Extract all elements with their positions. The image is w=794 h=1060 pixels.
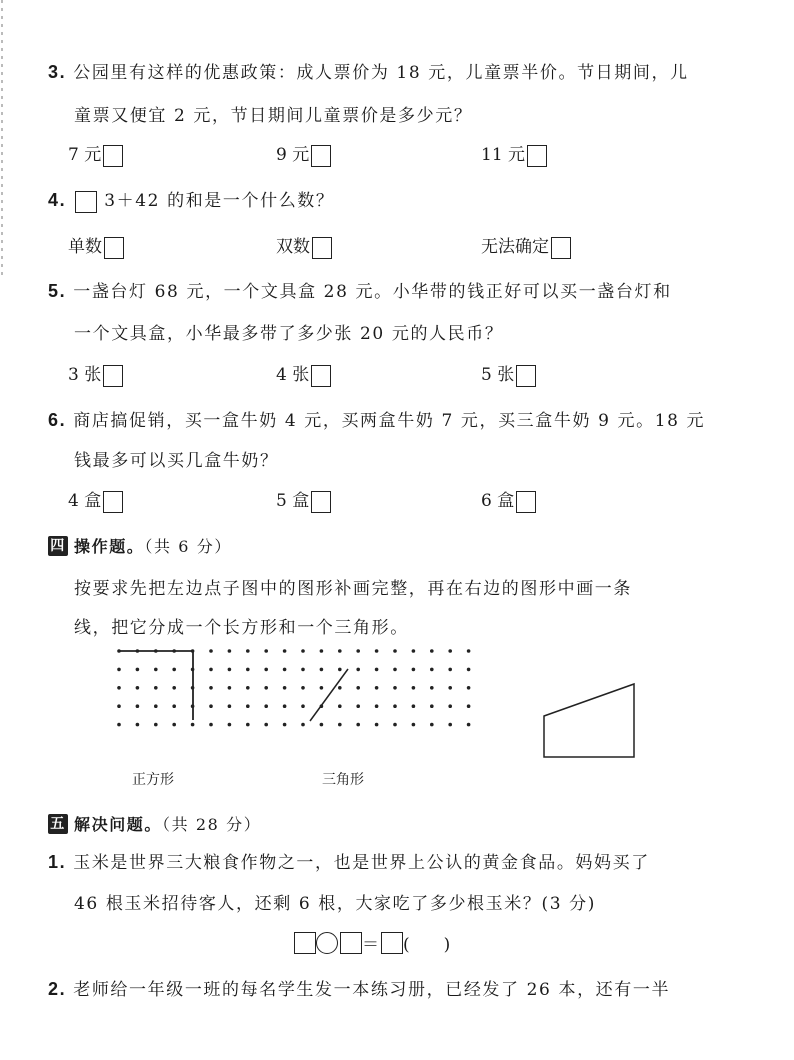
grid-dot[interactable] xyxy=(283,649,287,653)
grid-dot[interactable] xyxy=(375,668,379,672)
q5-option-a-label: 3 张 xyxy=(68,365,102,385)
q4-option-b-label: 双数 xyxy=(276,237,310,257)
q3-number: 3. xyxy=(48,62,67,82)
equation-equals: ＝ xyxy=(362,935,379,955)
q6-option-a-label: 4 盒 xyxy=(68,491,102,511)
grid-dot[interactable] xyxy=(228,649,232,653)
q4-option-a-label: 单数 xyxy=(68,237,102,257)
partial-triangle-line xyxy=(310,669,348,721)
grid-dot[interactable] xyxy=(430,649,434,653)
q3-text-line1: 公园里有这样的优惠政策：成人票价为 18 元，儿童票半价。节日期间，儿 xyxy=(73,63,689,83)
s5-q1-text-line1: 玉米是世界三大粮食作物之一，也是世界上公认的黄金食品。妈妈买了 xyxy=(73,853,650,873)
q6-option-c-label: 6 盒 xyxy=(481,491,515,511)
section5-score: （共 28 分） xyxy=(162,815,262,834)
s5-q1-equation xyxy=(292,930,450,955)
grid-dot[interactable] xyxy=(246,649,250,653)
grid-dot[interactable] xyxy=(228,704,232,708)
grid-dot[interactable] xyxy=(228,723,232,727)
label-triangle: 三角形 xyxy=(322,772,364,788)
s5-q1-line1 xyxy=(48,848,650,873)
grid-dot[interactable] xyxy=(467,668,471,672)
grid-dot[interactable] xyxy=(283,686,287,690)
q6-number: 6. xyxy=(48,410,67,430)
grid-dot[interactable] xyxy=(117,723,121,727)
q5-number: 5. xyxy=(48,281,67,301)
grid-dot[interactable] xyxy=(430,686,434,690)
grid-dot[interactable] xyxy=(448,704,452,708)
grid-dot[interactable] xyxy=(412,668,416,672)
grid-dot[interactable] xyxy=(246,704,250,708)
grid-dot[interactable] xyxy=(320,723,324,727)
section4-instruction-line2: 线，把它分成一个长方形和一个三角形。 xyxy=(74,618,409,638)
q3-option-c-label: 11 元 xyxy=(481,145,526,165)
grid-dot[interactable] xyxy=(320,686,324,690)
grid-dot[interactable] xyxy=(356,723,360,727)
grid-dot[interactable] xyxy=(320,649,324,653)
grid-dot[interactable] xyxy=(412,686,416,690)
s5-q2-line1 xyxy=(48,975,670,1000)
q3-option-b-label: 9 元 xyxy=(276,145,310,165)
q4-text: 3＋42 的和是一个什么数？ xyxy=(104,191,335,211)
grid-dot[interactable] xyxy=(228,686,232,690)
grid-dot[interactable] xyxy=(283,668,287,672)
trapezoid-shape[interactable] xyxy=(544,684,634,757)
section5-number-badge: 五 xyxy=(48,814,68,834)
grid-dot[interactable] xyxy=(375,704,379,708)
grid-dot[interactable] xyxy=(172,704,176,708)
grid-dot[interactable] xyxy=(393,668,397,672)
grid-dot[interactable] xyxy=(117,668,121,672)
grid-dot[interactable] xyxy=(246,723,250,727)
grid-dot[interactable] xyxy=(338,649,342,653)
grid-dot[interactable] xyxy=(356,668,360,672)
grid-dot[interactable] xyxy=(283,723,287,727)
grid-dot[interactable] xyxy=(209,723,213,727)
grid-dot[interactable] xyxy=(136,723,140,727)
q6-option-b-label: 5 盒 xyxy=(276,491,310,511)
grid-dot[interactable] xyxy=(264,668,268,672)
grid-dot[interactable] xyxy=(393,723,397,727)
equation-box-3[interactable] xyxy=(381,932,403,954)
grid-dot[interactable] xyxy=(136,686,140,690)
section5-heading xyxy=(48,812,261,835)
q4-number: 4. xyxy=(48,190,67,210)
grid-dot[interactable] xyxy=(430,704,434,708)
grid-dot[interactable] xyxy=(209,686,213,690)
grid-dot[interactable] xyxy=(209,704,213,708)
grid-dot[interactable] xyxy=(301,723,305,727)
section4-instruction-line1: 按要求先把左边点子图中的图形补画完整，再在右边的图形中画一条 xyxy=(74,579,632,599)
q4-option-c-label: 无法确定 xyxy=(481,237,549,257)
grid-dot[interactable] xyxy=(172,686,176,690)
grid-dot[interactable] xyxy=(264,649,268,653)
grid-dot[interactable] xyxy=(467,723,471,727)
grid-dot[interactable] xyxy=(375,649,379,653)
q5-text-line1: 一盏台灯 68 元，一个文具盒 28 元。小华带的钱正好可以买一盏台灯和 xyxy=(73,282,672,302)
grid-dot[interactable] xyxy=(320,668,324,672)
grid-dot[interactable] xyxy=(393,686,397,690)
section5-title: 解决问题。 xyxy=(74,815,163,834)
label-square: 正方形 xyxy=(132,772,174,788)
grid-dot[interactable] xyxy=(412,723,416,727)
q3-option-a-label: 7 元 xyxy=(68,145,102,165)
q6-text-line1: 商店搞促销，买一盒牛奶 4 元，买两盒牛奶 7 元，买三盒牛奶 9 元。18 元 xyxy=(73,411,706,431)
grid-dot[interactable] xyxy=(467,686,471,690)
grid-dot[interactable] xyxy=(412,704,416,708)
grid-dot[interactable] xyxy=(301,668,305,672)
q6-text-line2: 钱最多可以买几盒牛奶？ xyxy=(74,451,279,471)
grid-dot[interactable] xyxy=(136,704,140,708)
grid-dot[interactable] xyxy=(338,668,342,672)
grid-dot[interactable] xyxy=(467,649,471,653)
grid-dot[interactable] xyxy=(338,723,342,727)
grid-dot[interactable] xyxy=(448,668,452,672)
s5-q2-number: 2. xyxy=(48,979,67,999)
equation-operator-circle[interactable] xyxy=(316,932,338,954)
grid-dot[interactable] xyxy=(228,668,232,672)
section4-score: （共 6 分） xyxy=(144,537,232,556)
grid-dot[interactable] xyxy=(356,704,360,708)
grid-dot[interactable] xyxy=(172,723,176,727)
grid-dot[interactable] xyxy=(375,723,379,727)
partial-square-lines xyxy=(119,651,193,720)
equation-box-2[interactable] xyxy=(340,932,362,954)
q5-option-b-label: 4 张 xyxy=(276,365,310,385)
grid-dot[interactable] xyxy=(393,704,397,708)
grid-dot[interactable] xyxy=(412,649,416,653)
s5-q1-number: 1. xyxy=(48,852,67,872)
grid-dot[interactable] xyxy=(301,649,305,653)
q3-text-line2: 童票又便宜 2 元，节日期间儿童票价是多少元？ xyxy=(74,106,473,126)
grid-dot[interactable] xyxy=(209,668,213,672)
equation-answer-paren[interactable]: ( ) xyxy=(403,935,451,955)
q5-option-c-label: 5 张 xyxy=(481,365,515,385)
grid-dot[interactable] xyxy=(375,686,379,690)
grid-dot[interactable] xyxy=(264,723,268,727)
grid-dot[interactable] xyxy=(467,704,471,708)
section4-title: 操作题。 xyxy=(74,537,145,556)
grid-dot[interactable] xyxy=(393,649,397,653)
grid-dot[interactable] xyxy=(154,686,158,690)
grid-dot[interactable] xyxy=(136,668,140,672)
grid-dot[interactable] xyxy=(154,668,158,672)
grid-dot[interactable] xyxy=(356,686,360,690)
grid-dot[interactable] xyxy=(172,668,176,672)
dot-grid-points xyxy=(117,649,470,726)
grid-dot[interactable] xyxy=(117,704,121,708)
q5-text-line2: 一个文具盒，小华最多带了多少张 20 元的人民币？ xyxy=(74,324,504,344)
equation-box-1[interactable] xyxy=(294,932,316,954)
grid-dot[interactable] xyxy=(264,704,268,708)
grid-dot[interactable] xyxy=(117,686,121,690)
grid-dot[interactable] xyxy=(448,723,452,727)
grid-dot[interactable] xyxy=(154,723,158,727)
grid-dot[interactable] xyxy=(264,686,268,690)
grid-dot[interactable] xyxy=(301,704,305,708)
grid-dot[interactable] xyxy=(246,668,250,672)
s5-q2-text-line1: 老师给一年级一班的每名学生发一本练习册，已经发了 26 本，还有一半 xyxy=(73,980,671,1000)
grid-dot[interactable] xyxy=(338,686,342,690)
grid-dot[interactable] xyxy=(448,649,452,653)
grid-dot[interactable] xyxy=(356,649,360,653)
grid-dot[interactable] xyxy=(448,686,452,690)
grid-dot[interactable] xyxy=(430,668,434,672)
grid-dot[interactable] xyxy=(209,649,213,653)
grid-dot[interactable] xyxy=(430,723,434,727)
grid-dot[interactable] xyxy=(154,704,158,708)
s5-q1-text-line2: 46 根玉米招待客人，还剩 6 根，大家吃了多少根玉米？(3 分) xyxy=(74,894,596,914)
grid-dot[interactable] xyxy=(191,723,195,727)
grid-dot[interactable] xyxy=(338,704,342,708)
grid-dot[interactable] xyxy=(283,704,287,708)
grid-dot[interactable] xyxy=(246,686,250,690)
grid-dot[interactable] xyxy=(301,686,305,690)
section4-number-badge: 四 xyxy=(48,536,68,556)
